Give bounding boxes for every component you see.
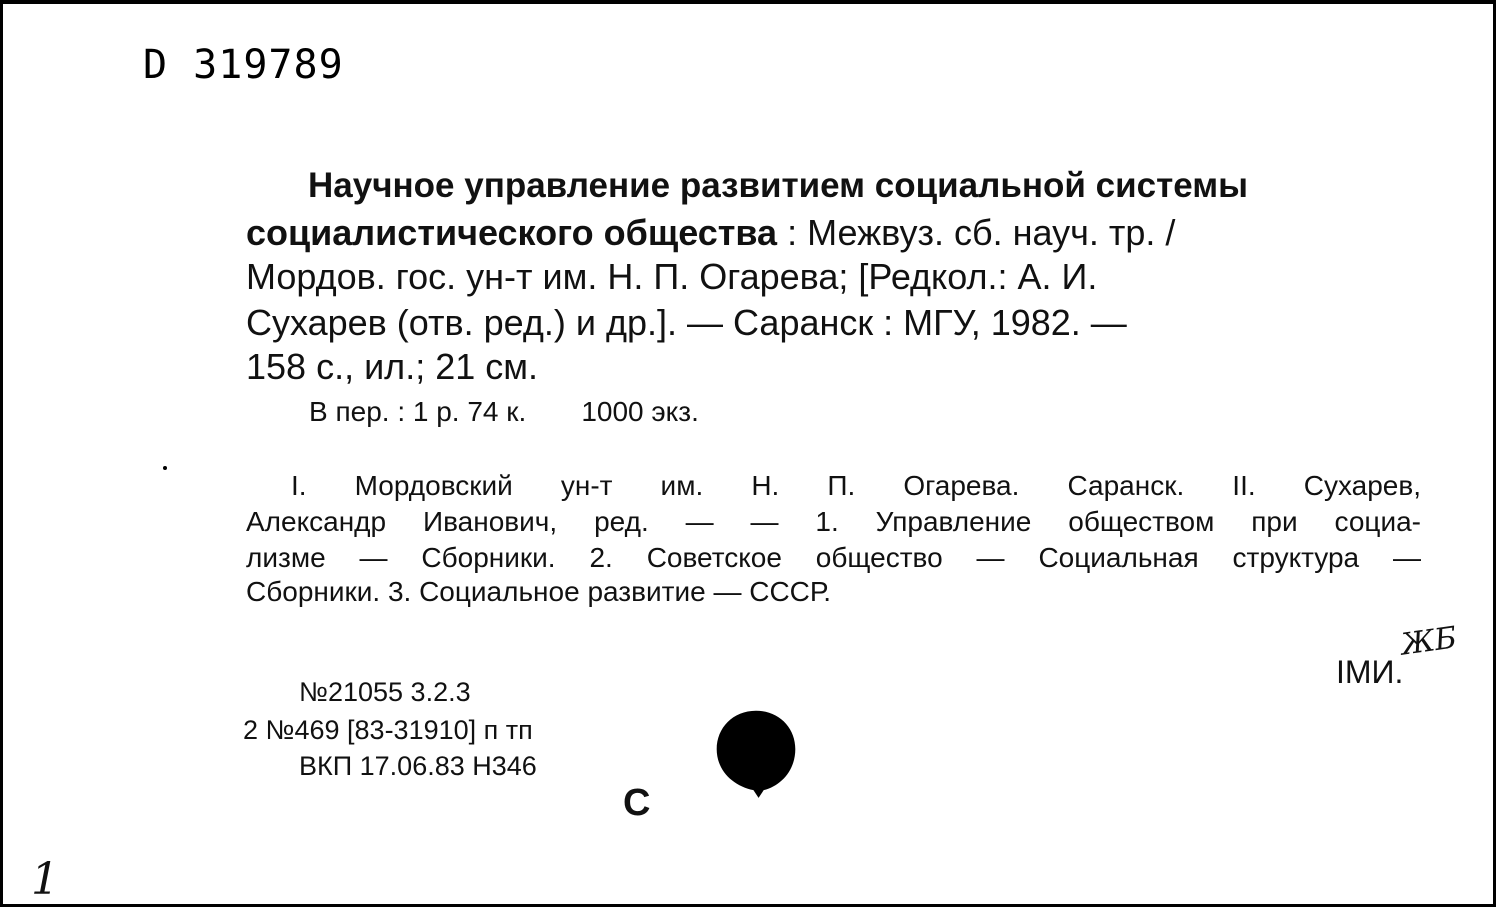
tech-line-2: 2 №469 [83-31910] п тп <box>243 715 533 745</box>
subject-line-2: Александр Иванович, ред. — — 1. Управление обществом при социа- <box>246 506 1421 537</box>
subject-line-4: Сборники. 3. Социальное развитие — СССР. <box>246 576 832 607</box>
print-run: 1000 экз. <box>581 396 699 427</box>
punch-hole-blot <box>709 709 803 803</box>
library-handwritten-mark: ЖБ <box>1398 620 1459 663</box>
letter-c: С <box>623 782 651 824</box>
subject-line-3: лизме — Сборники. 2. Советское общество — Социальная структура — <box>246 542 1421 573</box>
ink-dot <box>163 466 167 470</box>
publisher-line: Мордов. гос. ун-т им. Н. П. Огарева; [Редкол.: А. И. <box>246 256 1098 297</box>
physical-description: 158 с., ил.; 21 см. <box>246 346 538 387</box>
price: В пер. : 1 р. 74 к. <box>309 396 527 427</box>
library-code: IМИ. <box>1336 654 1404 690</box>
call-number: D 319789 <box>143 42 344 88</box>
editor-place-line: Сухарев (отв. ред.) и др.]. — Саранск : МГУ, 1982. — <box>246 302 1127 343</box>
title-line-2 <box>246 212 1175 254</box>
subject-line-1: I. Мордовский ун-т им. Н. П. Огарева. Саранск. II. Сухарев, <box>291 470 1421 501</box>
title-line-2-rest: : Межвуз. сб. науч. тр. / <box>777 212 1176 253</box>
title-bold-part-2: социалистического общества <box>246 212 778 253</box>
tech-line-3: ВКП 17.06.83 Н346 <box>299 751 537 781</box>
title-line-1 <box>308 166 1248 206</box>
price-line <box>309 396 699 428</box>
title-bold-part-1: Научное управление развитием социальной системы <box>308 166 1249 205</box>
tech-line-1: №21055 3.2.3 <box>299 677 471 707</box>
handwritten-number: 1 <box>31 854 59 905</box>
